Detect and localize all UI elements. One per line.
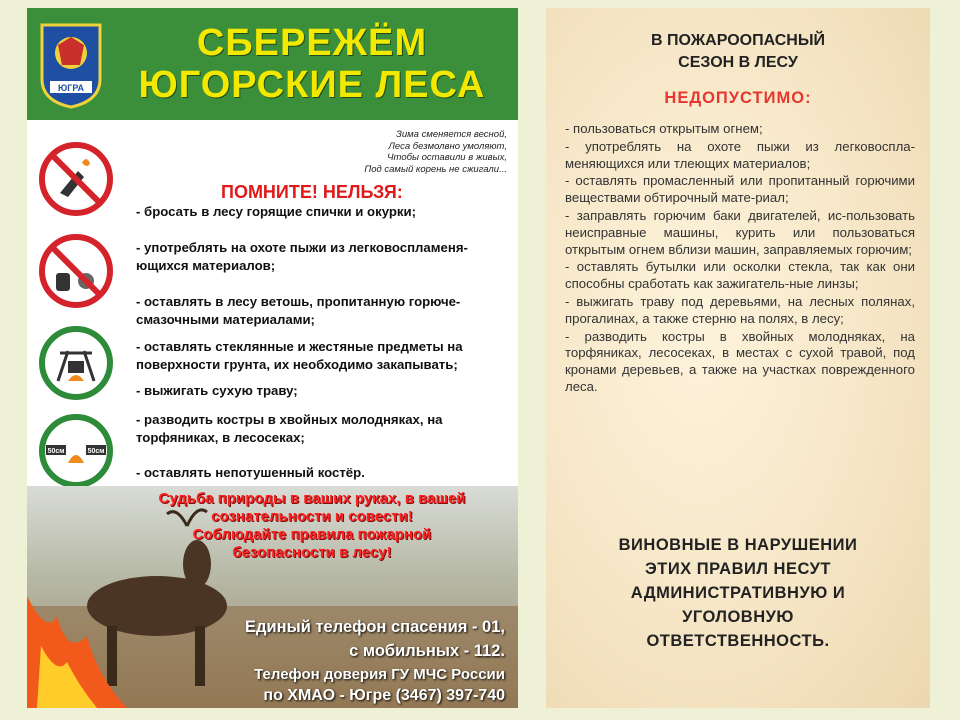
poem-line: Под самый корень не сжигали...: [364, 163, 507, 175]
rule-item: - выжигать сухую траву;: [136, 383, 298, 398]
poem-line: Зима сменяется весной,: [396, 129, 507, 140]
hotline-label: Телефон доверия ГУ МЧС России: [254, 666, 505, 683]
panel-title: [546, 30, 930, 74]
prohibited-list: [565, 121, 915, 396]
poster-title-line: ЮГОРСКИЕ ЛЕСА: [138, 64, 486, 106]
coat-of-arms-icon: [38, 21, 104, 109]
notice-line: УГОЛОВНУЮ: [682, 608, 794, 626]
mobile-phone: с мобильных - 112.: [349, 642, 505, 660]
notice-line: ЭТИХ ПРАВИЛ НЕСУТ: [645, 560, 831, 578]
fate-message: [137, 490, 487, 562]
notice-line: ВИНОВНЫЕ В НАРУШЕНИИ: [618, 536, 858, 554]
fate-line: сознательности и совести!: [211, 508, 413, 525]
list-item: - выжигать траву под деревьями, на лесных полянах, прогалинах, а также стерню на полях, в лесу;: [565, 293, 915, 326]
rule-item: - разводить костры в хвойных молодняках, на торфяниках, в лесосеках;: [136, 412, 443, 445]
fire-season-panel: [546, 8, 930, 708]
panel-title-line: СЕЗОН В ЛЕСУ: [678, 54, 798, 71]
rule-item: - оставлять в лесу ветошь, пропитанную горюче-смазочными материалами;: [136, 294, 461, 327]
fire-distance-icon: [38, 413, 114, 489]
poster-header: [27, 8, 518, 120]
rule-item: - оставлять стеклянные и жестяные предметы на поверхности грунта, их необходимо закапывать;: [136, 339, 463, 372]
list-item: - пользоваться открытым огнем;: [565, 121, 763, 136]
rule-item: - бросать в лесу горящие спички и окурки;: [136, 204, 417, 219]
no-hunting-wads-icon: [38, 233, 114, 309]
distance-label: 50см: [87, 448, 105, 455]
poster-title-line: СБЕРЕЖЁМ: [196, 22, 428, 64]
no-matches-icon: [38, 141, 114, 217]
fate-line: Судьба природы в ваших руках, в вашей: [158, 490, 466, 507]
rescue-phone: Единый телефон спасения - 01,: [245, 618, 505, 636]
responsibility-notice: [546, 533, 930, 653]
emblem-text: ЮГРА: [57, 83, 85, 93]
notice-line: ОТВЕТСТВЕННОСТЬ.: [646, 632, 830, 650]
list-item: - оставлять бутылки или осколки стекла, так как они способны сработать как зажигатель-ные линзы;: [565, 259, 915, 292]
list-item: - оставлять промасленный или пропитанный горючими веществами обтирочный мате-риал;: [565, 173, 915, 206]
poem-line: Леса безмолвно умоляют,: [388, 140, 507, 152]
fate-line: Соблюдайте правила пожарной: [192, 526, 432, 543]
notice-line: АДМИНИСТРАТИВНУЮ И: [630, 584, 846, 602]
not-allowed-heading: НЕДОПУСТИМО:: [664, 89, 812, 107]
rule-item: - оставлять непотушенный костёр.: [136, 465, 365, 480]
distance-label: 50см: [47, 448, 65, 455]
hotline-phone: по ХМАО - Югре (3467) 397-740: [263, 687, 505, 704]
poem: [277, 129, 507, 175]
poster-title: [117, 22, 507, 106]
poem-line: Чтобы оставили в живых,: [387, 152, 507, 163]
campfire-pot-icon: [38, 325, 114, 401]
fate-line: безопасности в лесу!: [232, 544, 392, 561]
list-item: - употреблять на охоте пыжи из легковоспла-меняющихся или тлеющих материалов;: [565, 138, 915, 171]
panel-title-line: В ПОЖАРООПАСНЫЙ: [650, 32, 826, 49]
list-item: - заправлять горючим баки двигателей, ис-пользовать неисправные машины, курить или пользоваться открытым огнем вблизи машин, заправляемых горючим;: [565, 207, 915, 257]
list-item: - разводить костры в хвойных молодняках, на торфяниках, лесосеках, в местах с сухой травой, под кронами деревьев, а также на участках поврежденного леса.: [565, 328, 915, 394]
rule-item: - употреблять на охоте пыжи из легковоспламеня-ющихся материалов;: [136, 240, 468, 273]
remember-heading: ПОМНИТЕ! НЕЛЬЗЯ:: [221, 182, 403, 202]
forest-poster: [27, 8, 518, 708]
